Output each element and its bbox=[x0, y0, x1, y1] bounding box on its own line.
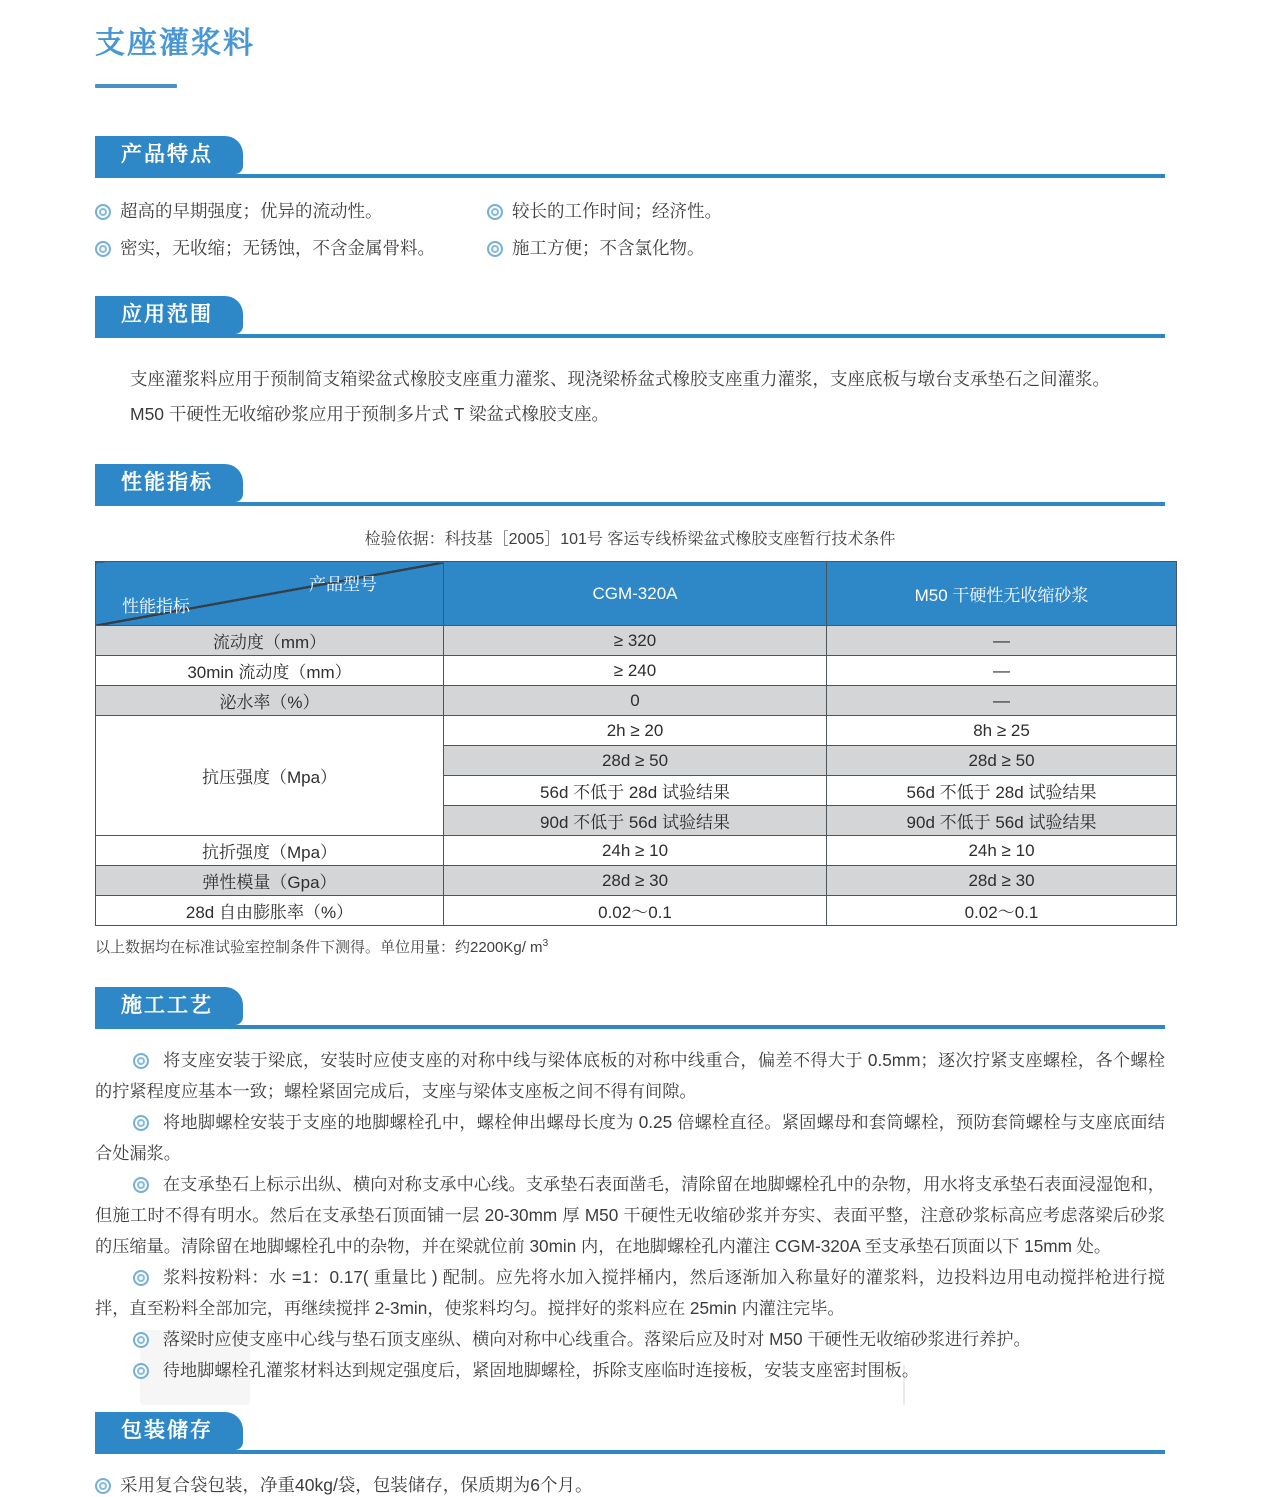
section-packaging-storage bbox=[95, 1412, 1165, 1497]
table-row bbox=[96, 836, 1177, 866]
value-cell: 28d ≥ 50 bbox=[444, 746, 827, 776]
paragraph bbox=[95, 1107, 1165, 1169]
performance-table bbox=[95, 561, 1177, 926]
table-footnote bbox=[95, 936, 1165, 957]
value-cell: 28d ≥ 30 bbox=[827, 866, 1177, 896]
ring-bullet-icon bbox=[133, 1115, 149, 1131]
table-corner-cell bbox=[96, 562, 444, 626]
paragraph bbox=[95, 1262, 1165, 1324]
value-cell: 56d 不低于 28d 试验结果 bbox=[827, 776, 1177, 806]
application-line: 支座灌浆料应用于预制简支箱梁盆式橡胶支座重力灌浆、现浇梁桥盆式橡胶支座重力灌浆，支座底板与墩台支承垫石之间灌浆。 bbox=[130, 369, 1110, 389]
paragraph bbox=[95, 1355, 1165, 1386]
footnote-text: 以上数据均在标准试验室控制条件下测得。单位用量：约2200Kg/ m bbox=[95, 939, 543, 956]
table-header-row bbox=[96, 562, 1177, 626]
section-header bbox=[95, 987, 1165, 1029]
feature-text: 较长的工作时间；经济性。 bbox=[512, 201, 722, 221]
paragraph bbox=[95, 1324, 1165, 1355]
indicator-cell: 抗折强度（Mpa） bbox=[96, 836, 444, 866]
ring-bullet-icon bbox=[133, 1332, 149, 1348]
value-cell: — bbox=[827, 626, 1177, 656]
section-header bbox=[95, 1412, 1165, 1454]
value-cell: 24h ≥ 10 bbox=[827, 836, 1177, 866]
document-page bbox=[95, 0, 1165, 1497]
inspection-basis-note: 检验依据：科技基［2005］101号 客运专线桥梁盆式橡胶支座暂行技术条件 bbox=[364, 531, 896, 548]
corner-label-indicator: 性能指标 bbox=[122, 597, 190, 616]
ring-bullet-icon bbox=[133, 1177, 149, 1193]
column-header: CGM-320A bbox=[444, 562, 827, 626]
value-cell: 0.02～0.1 bbox=[827, 896, 1177, 926]
paragraph-text: 将支座安装于梁底，安装时应使支座的对称中线与梁体底板的对称中线重合，偏差不得大于 0.5mm；逐次拧紧支座螺栓，各个螺栓的拧紧程度应基本一致；螺栓紧固完成后，支座与梁体支座板之间不得有间隙。 bbox=[95, 1050, 1166, 1101]
table-row bbox=[96, 686, 1177, 716]
ring-bullet-icon bbox=[487, 241, 503, 257]
feature-text: 施工方便；不含氯化物。 bbox=[512, 238, 705, 258]
indicator-cell: 弹性模量（Gpa） bbox=[96, 866, 444, 896]
application-line: M50 干硬性无收缩砂浆应用于预制多片式 T 梁盆式橡胶支座。 bbox=[130, 404, 610, 424]
list-item bbox=[95, 198, 487, 223]
packaging-text: 采用复合袋包装，净重40kg/袋，包装储存，保质期为6个月。 bbox=[120, 1475, 593, 1495]
section-header bbox=[95, 464, 1165, 506]
indicator-cell-compressive: 抗压强度（Mpa） bbox=[96, 716, 444, 836]
ring-bullet-icon bbox=[95, 241, 111, 257]
value-cell: 28d ≥ 50 bbox=[827, 746, 1177, 776]
value-cell: 90d 不低于 56d 试验结果 bbox=[827, 806, 1177, 836]
column-header: M50 干硬性无收缩砂浆 bbox=[827, 562, 1177, 626]
table-row bbox=[96, 716, 1177, 746]
section-tab-application: 应用范围 bbox=[95, 296, 243, 334]
ring-bullet-icon bbox=[487, 204, 503, 220]
section-product-features bbox=[95, 136, 1165, 260]
value-cell: ≥ 320 bbox=[444, 626, 827, 656]
paragraph-text: 待地脚螺栓孔灌浆材料达到规定强度后，紧固地脚螺栓，拆除支座临时连接板，安装支座密封围板。 bbox=[162, 1360, 920, 1380]
list-item bbox=[487, 198, 1165, 223]
paragraph bbox=[95, 1169, 1165, 1262]
value-cell: 90d 不低于 56d 试验结果 bbox=[444, 806, 827, 836]
value-cell: — bbox=[827, 686, 1177, 716]
value-cell: ≥ 240 bbox=[444, 656, 827, 686]
paragraph bbox=[95, 1045, 1165, 1107]
paragraph-text: 将地脚螺栓安装于支座的地脚螺栓孔中，螺栓伸出螺母长度为 0.25 倍螺栓直径。紧固螺母和套筒螺栓，预防套筒螺栓与支座底面结合处漏浆。 bbox=[95, 1112, 1165, 1163]
paragraph-text: 落梁时应使支座中心线与垫石顶支座纵、横向对称中心线重合。落梁后应及时对 M50 干硬性无收缩砂浆进行养护。 bbox=[162, 1329, 1031, 1349]
paragraph-text: 浆料按粉料：水 =1：0.17( 重量比 ) 配制。应先将水加入搅拌桶内，然后逐渐加入称量好的灌浆料，边投料边用电动搅拌枪进行搅拌，直至粉料全部加完，再继续搅拌 2-3min，使浆料均匀。搅拌好的浆料应在 25min 内灌注完毕。 bbox=[95, 1267, 1165, 1318]
ring-bullet-icon bbox=[95, 1478, 111, 1494]
section-application-scope bbox=[95, 296, 1165, 432]
ring-bullet-icon bbox=[95, 204, 111, 220]
ring-bullet-icon bbox=[133, 1053, 149, 1069]
indicator-cell: 30min 流动度（mm） bbox=[96, 656, 444, 686]
value-cell: 56d 不低于 28d 试验结果 bbox=[444, 776, 827, 806]
value-cell: 8h ≥ 25 bbox=[827, 716, 1177, 746]
value-cell: 0.02～0.1 bbox=[444, 896, 827, 926]
table-row bbox=[96, 656, 1177, 686]
features-list bbox=[95, 198, 1165, 260]
table-row bbox=[96, 626, 1177, 656]
feature-text: 密实，无收缩；无锈蚀，不含金属骨料。 bbox=[120, 238, 435, 258]
value-cell: 0 bbox=[444, 686, 827, 716]
table-row bbox=[96, 896, 1177, 926]
value-cell: 28d ≥ 30 bbox=[444, 866, 827, 896]
value-cell: 2h ≥ 20 bbox=[444, 716, 827, 746]
paragraph-text: 在支承垫石上标示出纵、横向对称支承中心线。支承垫石表面凿毛，清除留在地脚螺栓孔中的杂物，用水将支承垫石表面浸湿饱和，但施工时不得有明水。然后在支承垫石顶面铺一层 20-30mm 厚 M50 干硬性无收缩砂浆并夯实、表面平整，注意砂浆标高应考虑落梁后砂浆的压缩量。清除留在地脚螺栓孔中的杂物，并在梁就位前 30min 内，在地脚螺栓孔内灌注 CGM-320A 至支承垫石顶面以下 15mm 处。 bbox=[95, 1174, 1165, 1256]
ring-bullet-icon bbox=[133, 1363, 149, 1379]
construction-paragraphs bbox=[95, 1045, 1165, 1386]
section-tab-construction: 施工工艺 bbox=[95, 987, 243, 1025]
section-tab-performance: 性能指标 bbox=[95, 464, 243, 502]
section-header bbox=[95, 296, 1165, 338]
section-tab-packaging: 包装储存 bbox=[95, 1412, 243, 1450]
indicator-cell: 28d 自由膨胀率（%） bbox=[96, 896, 444, 926]
corner-label-product-model: 产品型号 bbox=[309, 575, 377, 594]
ring-bullet-icon bbox=[133, 1270, 149, 1286]
section-tab-features: 产品特点 bbox=[95, 136, 243, 174]
section-performance-index bbox=[95, 464, 1165, 957]
section-header bbox=[95, 136, 1165, 178]
indicator-cell: 泌水率（%） bbox=[96, 686, 444, 716]
indicator-cell: 流动度（mm） bbox=[96, 626, 444, 656]
table-row bbox=[96, 866, 1177, 896]
page-title: 支座灌浆料 bbox=[95, 27, 255, 60]
feature-text: 超高的早期强度；优异的流动性。 bbox=[120, 201, 383, 221]
value-cell: 24h ≥ 10 bbox=[444, 836, 827, 866]
application-text bbox=[95, 362, 1165, 432]
packaging-item bbox=[95, 1472, 1165, 1497]
footnote-superscript: 3 bbox=[542, 938, 549, 949]
list-item bbox=[95, 235, 487, 260]
section-construction-process bbox=[95, 987, 1165, 1386]
title-underline bbox=[95, 84, 177, 88]
list-item bbox=[487, 235, 1165, 260]
value-cell: — bbox=[827, 656, 1177, 686]
